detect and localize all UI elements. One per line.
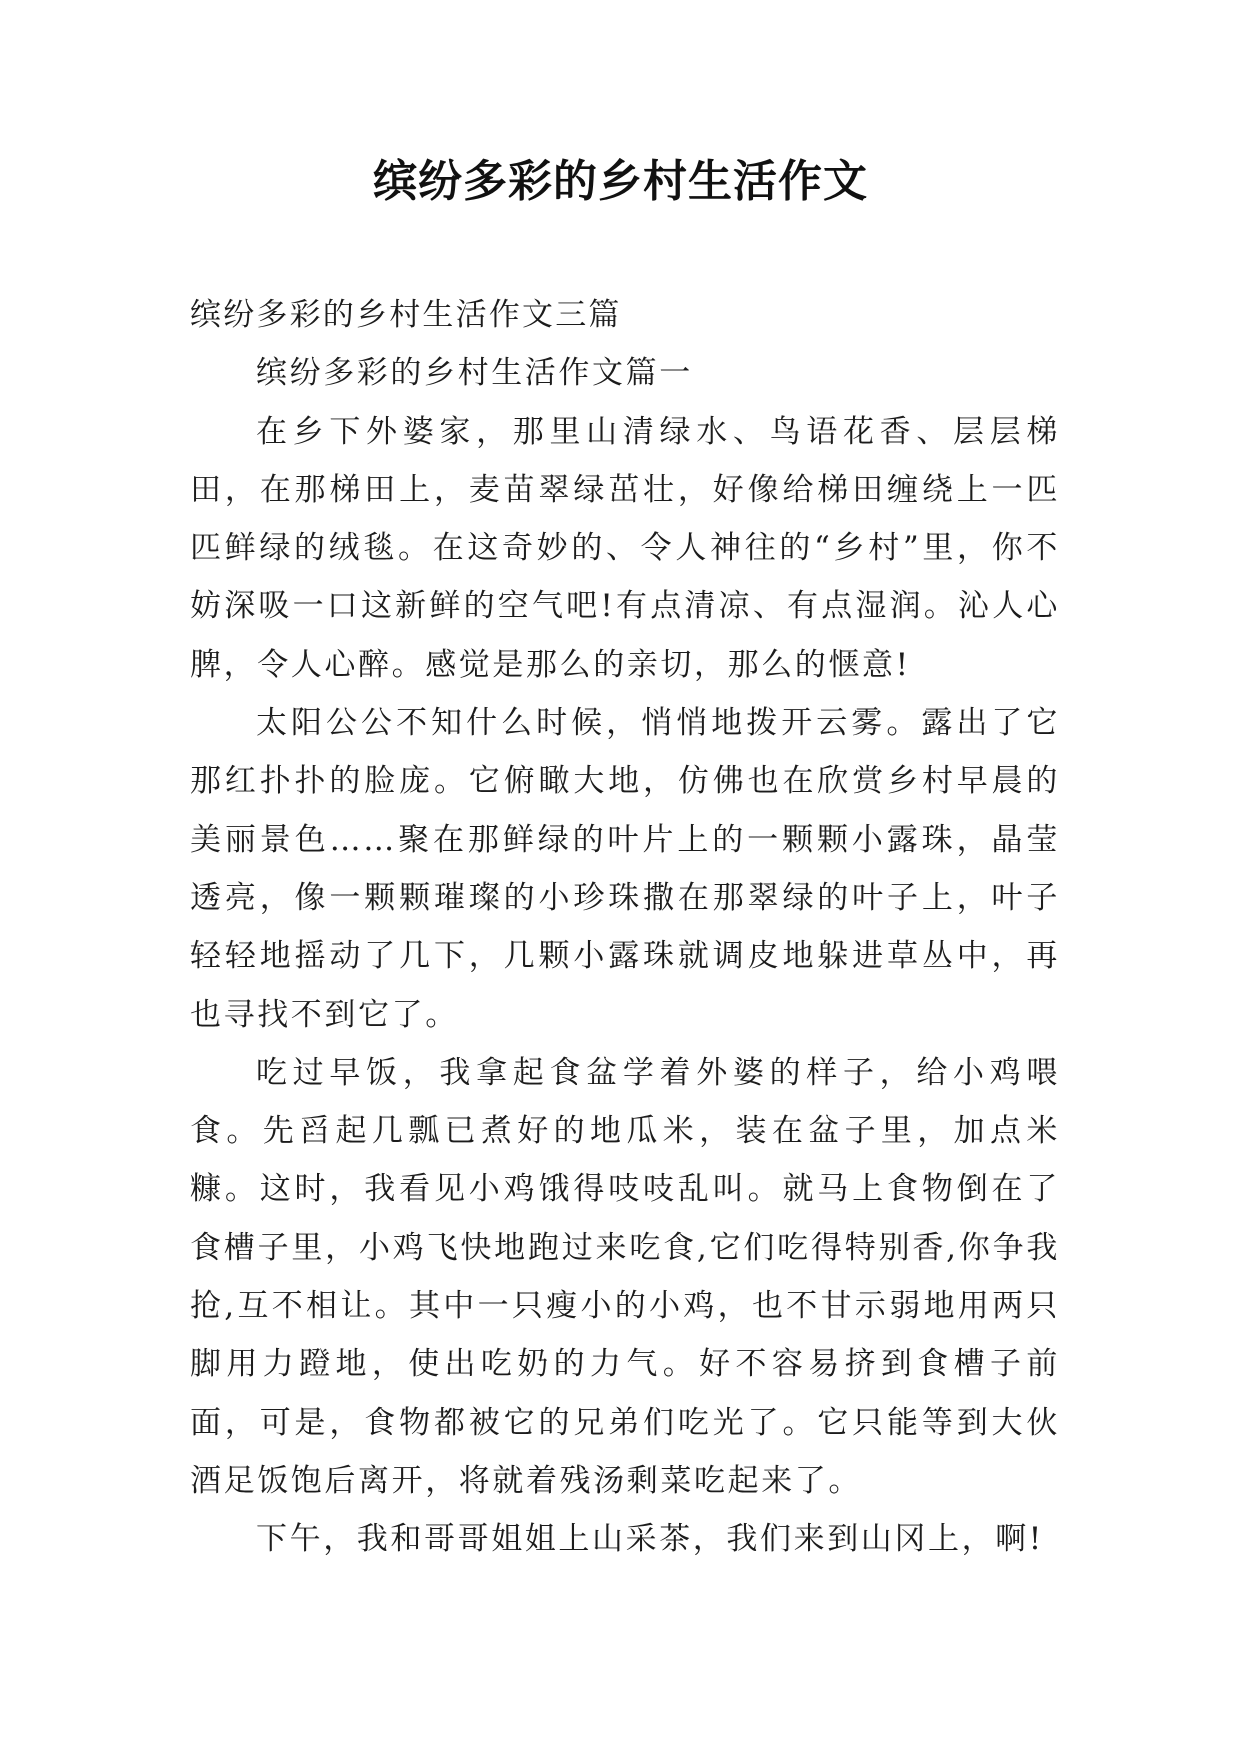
paragraph: 太阳公公不知什么时候，悄悄地拨开云雾。露出了它那红扑扑的脸庞。它俯瞰大地，仿佛也在欣赏乡村早晨的美丽景色……聚在那鲜绿的叶片上的一颗颗小露珠，晶莹透亮，像一颗颗璀璨的小珍珠撒在那翠绿的叶子上，叶子轻轻地摇动了几下，几颗小露珠就调皮地躲进草丛中，再也寻找不到它了。 (190, 705, 1060, 1033)
document-body (190, 286, 1060, 1569)
paragraph: 在乡下外婆家，那里山清绿水、鸟语花香、层层梯田，在那梯田上，麦苗翠绿茁壮，好像给梯田缠绕上一匹匹鲜绿的绒毯。在这奇妙的、令人神往的“乡村”里，你不妨深吸一口这新鲜的空气吧!有点清凉、有点湿润。沁人心脾，令人心醉。感觉是那么的亲切，那么的惬意! (190, 413, 1060, 683)
section-heading: 缤纷多彩的乡村生活作文篇一 (256, 355, 693, 392)
paragraph: 下午，我和哥哥姐姐上山采茶，我们来到山冈上，啊! (256, 1521, 1044, 1558)
document-subtitle: 缤纷多彩的乡村生活作文三篇 (190, 297, 622, 333)
paragraph: 吃过早饭，我拿起食盆学着外婆的样子，给小鸡喂食。先舀起几瓢已煮好的地瓜米，装在盆子里，加点米糠。这时，我看见小鸡饿得吱吱乱叫。就马上食物倒在了食槽子里，小鸡飞快地跑过来吃食,它们吃得特别香,你争我抢,互不相让。其中一只瘦小的小鸡，也不甘示弱地用两只脚用力蹬地，使出吃奶的力气。好不容易挤到食槽子前面，可是，食物都被它的兄弟们吃光了。它只能等到大伙酒足饭饱后离开，将就着残汤剩菜吃起来了。 (190, 1054, 1060, 1499)
document-title: 缤纷多彩的乡村生活作文 (373, 156, 868, 207)
